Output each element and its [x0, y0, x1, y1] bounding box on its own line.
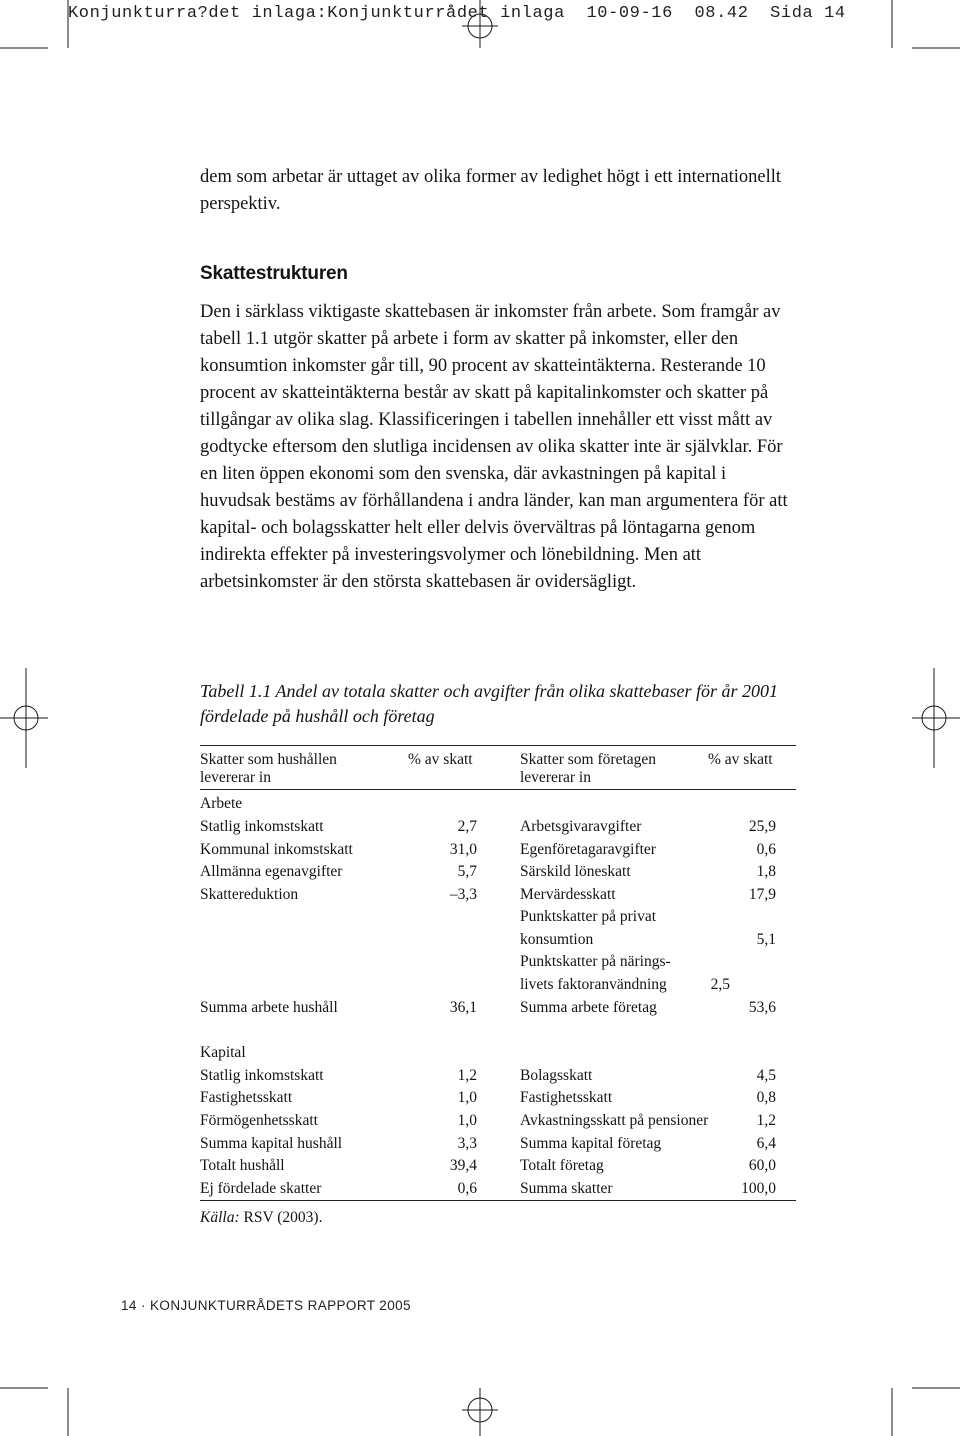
- registration-mark-right: [912, 668, 960, 768]
- table-cell-value: 17,9: [748, 886, 776, 903]
- table-cell-label: Fastighetsskatt: [520, 1089, 613, 1106]
- table-cell-label: Statlig inkomstskatt: [200, 1067, 324, 1084]
- table-cell-label: Summa kapital hushåll: [200, 1135, 343, 1152]
- table-cell-label: Summa arbete hushåll: [200, 999, 338, 1016]
- table-source: [200, 1209, 322, 1227]
- table-cell-value: 2,7: [457, 818, 477, 835]
- table-cell-label: Avkastningsskatt på pensioner: [520, 1112, 709, 1129]
- table-cell-label: Arbetsgivaravgifter: [520, 818, 642, 835]
- section-heading: Skattestrukturen: [200, 263, 348, 284]
- table-cell-value: 39,4: [449, 1157, 477, 1174]
- table-cell-label: Summa arbete företag: [520, 999, 657, 1016]
- table-cell-label: Totalt företag: [520, 1157, 604, 1174]
- table-cell-label: Särskild löneskatt: [520, 863, 631, 880]
- header-company-pct: % av skatt: [708, 751, 773, 768]
- section-label-arbete: Arbete: [200, 795, 243, 812]
- main-paragraph: Den i särklass viktigaste skattebasen är inkomster från arbete. Som framgår av tabell 1.1 utgör skatter på arbete i form av skatter på inkomster, eller den konsumtion inkomster går till, 90 procent av skatteintäkterna. Resterande 10 procent av skatteintäkterna består av skatt på kapitalinkomster och skatter på tillgångar av olika slag. Klassificeringen i tabellen innehåller ett visst mått av godtycke eftersom den slutliga incidensen av olika skatter inte är självklar. För en liten öppen ekonomi som den svenska, där avkastningen på kapital i huvudsak bestäms av förhållandena i andra länder, kan man argumentera för att kapital- och bolagsskatter helt eller delvis övervältras på löntagarna genom indirekta effekter på investeringsvolymer och lönebildning. Men att arbetsinkomster är den största skattebasen är ovidersägligt.: [200, 302, 788, 592]
- table-cell-label: Totalt hushåll: [200, 1157, 285, 1174]
- table-cell-value: 100,0: [741, 1180, 776, 1197]
- source-label: Källa:: [200, 1209, 240, 1226]
- table-cell-value: 2,5: [710, 976, 730, 993]
- table-caption: Tabell 1.1 Andel av totala skatter och avgifter från olika skattebaser för år 2001 fördelade på hushåll och företag: [200, 681, 778, 726]
- table-cell-value: 3,3: [457, 1135, 477, 1152]
- table-cell-value: 0,8: [756, 1089, 776, 1106]
- table-cell-value: 60,0: [748, 1157, 776, 1174]
- table-cell-value: –3,3: [449, 886, 477, 903]
- header-household-pct: % av skatt: [408, 751, 473, 768]
- table-bottom-rule: [200, 1200, 796, 1201]
- table-cell-value: 1,8: [756, 863, 776, 880]
- table-cell-label: Summa skatter: [520, 1180, 613, 1197]
- printer-slug-line: Konjunkturra?det inlaga:Konjunkturrådet inlaga 10-09-16 08.42 Sida 14: [68, 4, 846, 23]
- page-footer: 14 · KONJUNKTURRÅDETS RAPPORT 2005: [121, 1298, 411, 1313]
- section-label-kapital: Kapital: [200, 1044, 246, 1061]
- table-cell-label: Punktskatter på privat: [520, 908, 657, 925]
- table-cell-label: Fastighetsskatt: [200, 1089, 293, 1106]
- table-cell-value: 31,0: [449, 841, 477, 858]
- table-header-rule: [200, 789, 796, 790]
- registration-mark-left: [0, 668, 48, 768]
- table-cell-value: 1,2: [457, 1067, 477, 1084]
- source-text: RSV (2003).: [243, 1209, 323, 1226]
- table-cell-label: Punktskatter på närings-: [520, 953, 671, 970]
- table-cell-value: 0,6: [457, 1180, 477, 1197]
- table-cell-label: konsumtion: [520, 931, 594, 948]
- table-cell-label: Egenföretagaravgifter: [520, 841, 656, 858]
- table-cell-value: 1,0: [457, 1112, 477, 1129]
- table-top-rule: [200, 745, 796, 746]
- table-cell-value: 4,5: [756, 1067, 776, 1084]
- table-cell-value: 5,7: [457, 863, 477, 880]
- header-company-label: Skatter som företagen levererar in: [520, 751, 657, 786]
- table-cell-label: Kommunal inkomstskatt: [200, 841, 353, 858]
- table-cell-value: 1,2: [756, 1112, 776, 1129]
- table-cell-value: 53,6: [748, 999, 776, 1016]
- table-cell-label: Bolagsskatt: [520, 1067, 593, 1084]
- intro-paragraph: dem som arbetar är uttaget av olika former av ledighet högt i ett internationellt perspektiv.: [200, 167, 782, 214]
- table-cell-label: Statlig inkomstskatt: [200, 818, 324, 835]
- table-cell-label: livets faktoranvändning: [520, 976, 667, 993]
- table-cell-label: Skattereduktion: [200, 886, 299, 903]
- table-cell-value: 6,4: [756, 1135, 776, 1152]
- table-cell-value: 5,1: [756, 931, 776, 948]
- table-cell-value: 25,9: [748, 818, 776, 835]
- table-cell-value: 1,0: [457, 1089, 477, 1106]
- table-cell-value: 36,1: [449, 999, 477, 1016]
- table-cell-label: Summa kapital företag: [520, 1135, 662, 1152]
- header-household-label: Skatter som hushållen levererar in: [200, 751, 337, 786]
- table-cell-label: Allmänna egenavgifter: [200, 863, 343, 880]
- table-cell-label: Mervärdesskatt: [520, 886, 616, 903]
- table-cell-value: 0,6: [756, 841, 776, 858]
- table-cell-label: Ej fördelade skatter: [200, 1180, 322, 1197]
- registration-mark-bottom: [462, 1388, 498, 1436]
- table-cell-label: Förmögenhetsskatt: [200, 1112, 318, 1129]
